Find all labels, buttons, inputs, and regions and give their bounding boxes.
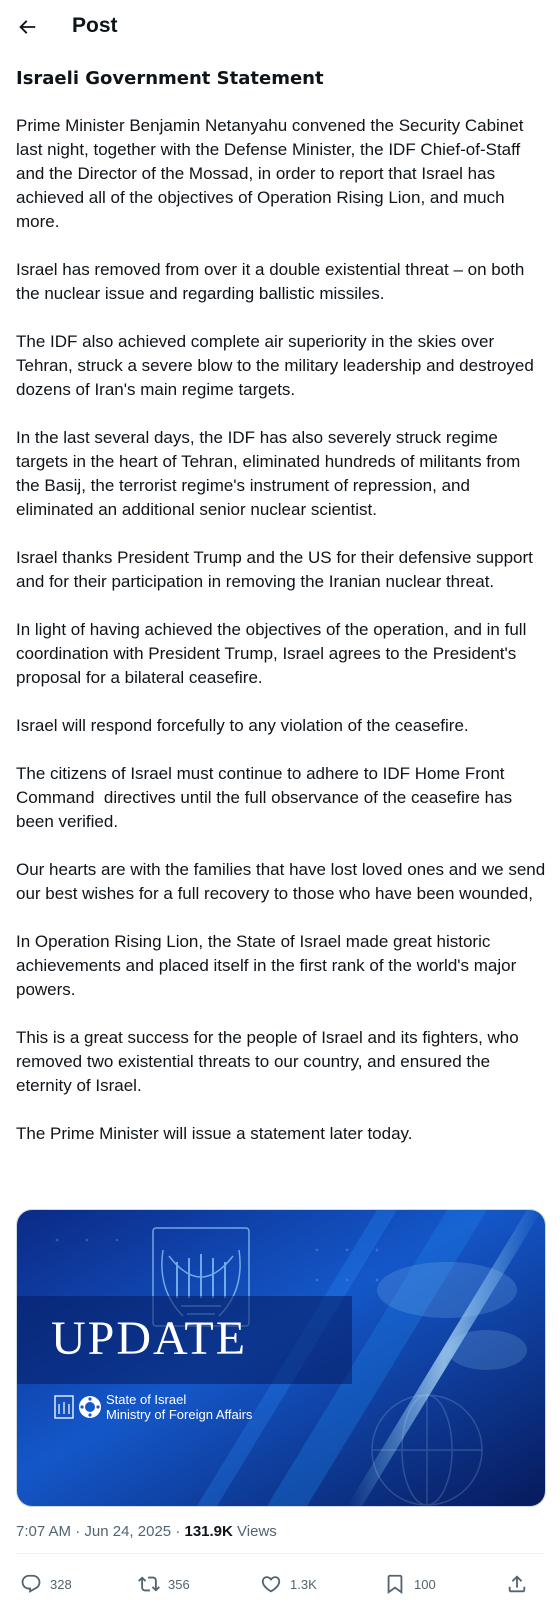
bookmark-button[interactable] [384,1562,436,1606]
top-bar [0,0,560,53]
update-graphic [17,1210,545,1506]
share-button[interactable] [506,1562,536,1606]
back-button[interactable] [14,14,40,40]
post-paragraph: The Prime Minister will issue a statement later today. [16,1124,413,1143]
post-paragraph: Israel will respond forcefully to any violation of the ceasefire. [16,716,469,735]
post-date[interactable]: Jun 24, 2025 [84,1523,172,1540]
reply-icon [20,1573,42,1595]
meta-separator: · [75,1523,81,1540]
post-headline: Israeli Government Statement [16,68,324,89]
org-line-2: Ministry of Foreign Affairs [106,1407,253,1422]
heart-icon [260,1573,282,1595]
arrow-left-icon [16,16,38,38]
views-label: Views [237,1523,277,1540]
org-line-1: State of Israel [106,1392,187,1407]
reply-button[interactable] [20,1562,72,1606]
like-button[interactable] [260,1562,317,1606]
post-paragraph: The IDF also achieved complete air superiority in the skies over Tehran, struck a severe blow to the military leadership and destroyed dozens of Iran's main regime targets. [16,332,539,399]
reply-count: 328 [50,1576,72,1592]
views-count: 131.9K [184,1523,233,1540]
mfa-emblem-icon [79,1396,101,1418]
like-count: 1.3K [290,1576,317,1592]
post-image[interactable] [16,1209,546,1507]
repost-icon [138,1573,160,1595]
post-meta [16,1521,277,1543]
share-icon [506,1573,528,1595]
meta-separator: · [175,1523,181,1540]
page-title: Post [72,14,118,37]
post-paragraph: The citizens of Israel must continue to adhere to IDF Home Front Command directives until the full observance of the ceasefire has been verified. [16,764,517,831]
post-paragraph: Israel has removed from over it a double existential threat – on both the nuclear issue and regarding ballistic missiles. [16,260,530,303]
post-paragraph: Our hearts are with the families that have lost loved ones and we send our best wishes for a full recovery to those who have been wounded, [16,860,550,903]
action-bar [16,1562,544,1606]
post-paragraph: In light of having achieved the objectives of the operation, and in full coordination with President Trump, Israel agrees to the President's proposal for a bilateral ceasefire. [16,620,532,687]
divider [16,1553,544,1554]
repost-count: 356 [168,1576,190,1592]
post-paragraph: In Operation Rising Lion, the State of Israel made great historic achievements and placed itself in the first rank of the world's major powers. [16,932,521,999]
post-paragraph: Israel thanks President Trump and the US for their defensive support and for their participation in removing the Iranian nuclear threat. [16,548,538,591]
post-paragraph: Prime Minister Benjamin Netanyahu convened the Security Cabinet last night, together with the Defense Minister, the IDF Chief-of-Staff and the Director of the Mossad, in order to report that Israel has achieved all of the objectives of Operation Rising Lion, and much more. [16,116,529,231]
post-paragraph: In the last several days, the IDF has also severely struck regime targets in the heart of Tehran, eliminated hundreds of militants from the Basij, the terrorist regime's instrument of repression, and eliminated an additional senior nuclear scientist. [16,428,526,519]
bookmark-icon [384,1573,406,1595]
bookmark-count: 100 [414,1576,436,1592]
post-body [16,114,550,1170]
repost-button[interactable] [138,1562,190,1606]
post-time[interactable]: 7:07 AM [16,1523,72,1540]
update-title: UPDATE [51,1312,248,1365]
post-paragraph: This is a great success for the people of Israel and its fighters, who removed two existential threats to our country, and ensured the eternity of Israel. [16,1028,524,1095]
